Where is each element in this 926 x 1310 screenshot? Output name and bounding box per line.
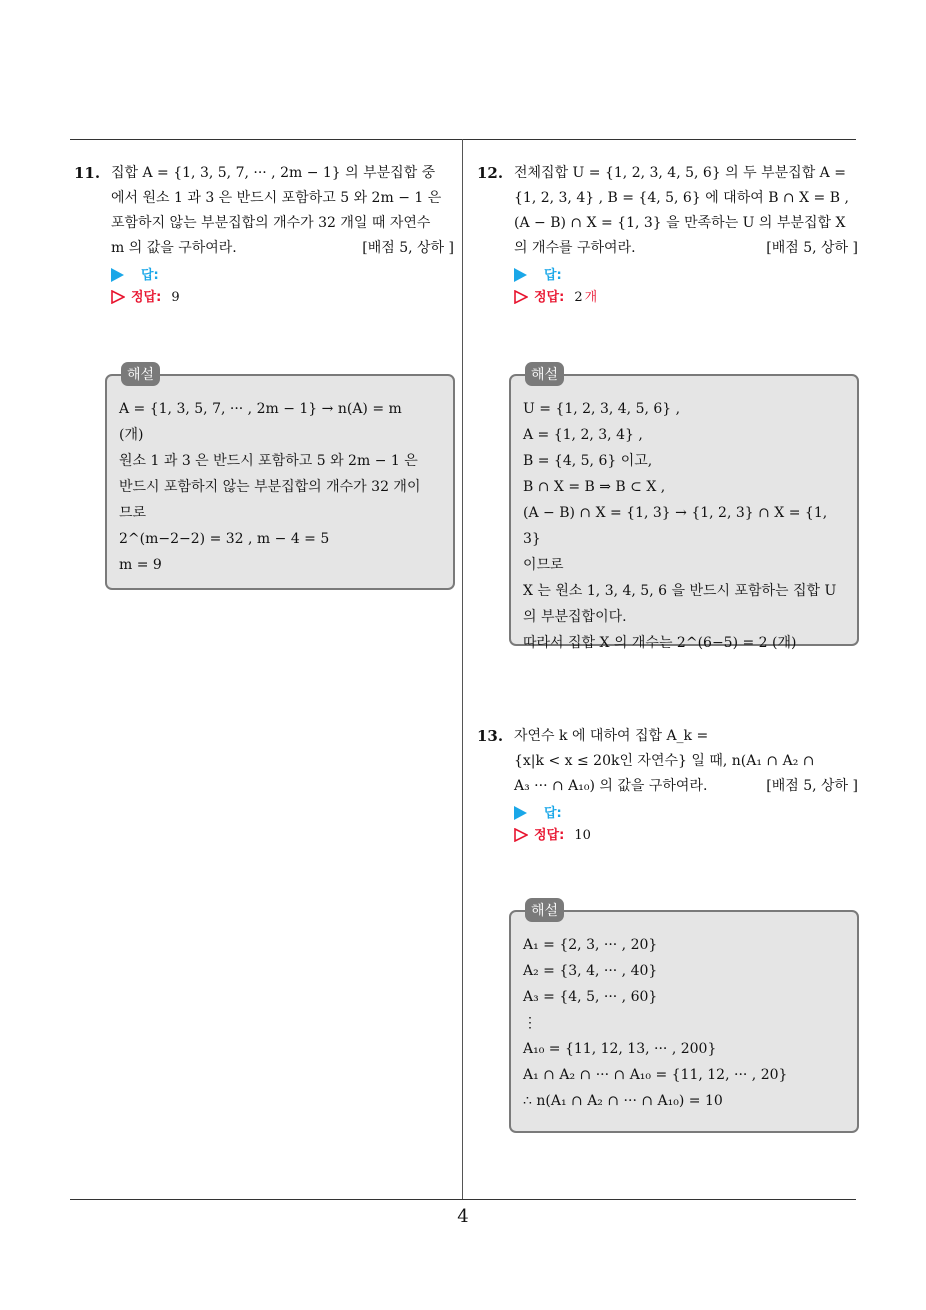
solution-tag: 해설 [525, 898, 564, 922]
correct-label: 정답: [131, 289, 162, 305]
problem-12 [477, 161, 858, 311]
problem-text: 자연수 k 에 대하여 집합 A_k = {x|k < x ≤ 20k인 자연수} 일 때, n(A₁ ∩ A₂ ∩ A₃ ··· ∩ A₁₀) 의 값을 구하여라. [배점 5, 상하 ] [514, 724, 858, 799]
problem-13 [477, 724, 858, 849]
solution-box-13 [509, 903, 859, 1133]
top-rule [70, 139, 856, 140]
outline-triangle-icon [514, 290, 528, 304]
bottom-rule [70, 1199, 856, 1200]
play-icon [111, 268, 124, 282]
solution-body: A₁ = {2, 3, ··· , 20} A₂ = {3, 4, ··· , 40} A₃ = {4, 5, ··· , 60} ⋮ A₁₀ = {11, 12, 13, ··· , 200} A₁ ∩ A₂ ∩ ··· ∩ A₁₀ = {11, 12, ··· , 20} ∴ n(A₁ ∩ A₂ ∩ ··· ∩ A₁₀) = 10 [523, 937, 788, 1109]
page-number: 4 [457, 1206, 469, 1227]
correct-value: 2 개 [574, 289, 598, 305]
correct-value: 10 [574, 827, 591, 843]
correct-answer-line [514, 821, 858, 849]
answer-label: 답: [544, 805, 562, 821]
column-divider [462, 139, 463, 1200]
correct-label: 정답: [534, 827, 565, 843]
solution-tag: 해설 [525, 362, 564, 386]
score-meta: [배점 5, 상하 ] [362, 240, 454, 256]
correct-value: 9 [171, 289, 180, 305]
correct-label: 정답: [534, 289, 565, 305]
correct-answer-line [514, 283, 858, 311]
problem-number: 11. [74, 164, 101, 182]
score-meta: [배점 5, 상하 ] [766, 240, 858, 256]
score-meta: [배점 5, 상하 ] [766, 778, 858, 794]
solution-box-12 [509, 367, 859, 651]
answer-label: 답: [544, 267, 562, 283]
play-icon [514, 806, 527, 820]
problem-number: 12. [477, 164, 504, 182]
correct-answer-line [111, 283, 454, 311]
solution-body: A = {1, 3, 5, 7, ··· , 2m − 1} → n(A) = m (개) 원소 1 과 3 은 반드시 포함하고 5 와 2m − 1 은 반드시 포함하지 않는 부분집합의 개수가 32 개이 므로 2^(m−2−2) = 32 , m − 4 = 5 m = 9 [119, 401, 421, 573]
problem-number: 13. [477, 727, 504, 745]
play-icon [514, 268, 527, 282]
problem-text: 집합 A = {1, 3, 5, 7, ··· , 2m − 1} 의 부분집합 중 에서 원소 1 과 3 은 반드시 포함하고 5 와 2m − 1 은 포함하지 않는 부분집합의 개수가 32 개일 때 자연수 m 의 값을 구하여라. [배점 5, 상하 ] [111, 161, 454, 261]
answer-label: 답: [141, 267, 159, 283]
outline-triangle-icon [111, 290, 125, 304]
problem-text: 전체집합 U = {1, 2, 3, 4, 5, 6} 의 두 부분집합 A = {1, 2, 3, 4} , B = {4, 5, 6} 에 대하여 B ∩ X = B , (A − B) ∩ X = {1, 3} 을 만족하는 U 의 부분집합 X 의 개수를 구하여라. [배점 5, 상하 ] [514, 161, 858, 261]
problem-11 [74, 161, 454, 311]
solution-box-11 [105, 367, 455, 590]
outline-triangle-icon [514, 828, 528, 842]
solution-body: U = {1, 2, 3, 4, 5, 6} , A = {1, 2, 3, 4} , B = {4, 5, 6} 이고, B ∩ X = B ⇒ B ⊂ X , (A − B) ∩ X = {1, 3} → {1, 2, 3} ∩ X = {1, 3} 이므로 X 는 원소 1, 3, 4, 5, 6 을 반드시 포함하는 집합 U 의 부분집합이다. 따라서 집합 X 의 개수는 2^(6−5) = 2 (개) [523, 401, 837, 651]
solution-tag: 해설 [121, 362, 160, 386]
